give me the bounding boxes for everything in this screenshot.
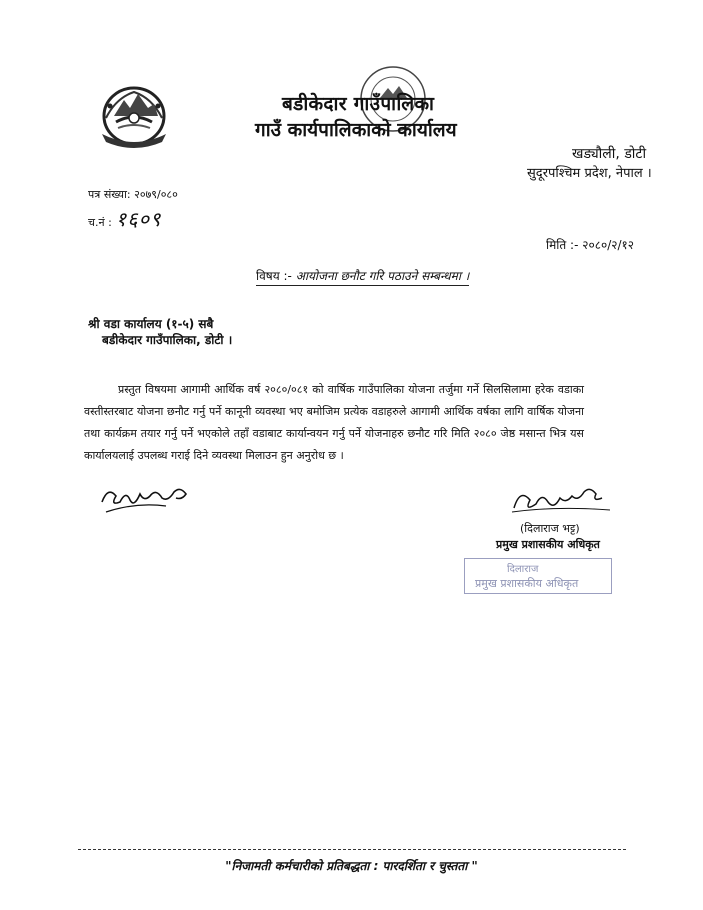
chalani-label: च.नं : bbox=[88, 216, 112, 229]
signatory-title: प्रमुख प्रशासकीय अधिकृत bbox=[496, 538, 600, 551]
patra-sankhya bbox=[88, 187, 178, 202]
date-value: २०८०/२/१२ bbox=[582, 238, 635, 252]
addressee-line2: बडीकेदार गाउँपालिका, डोटी । bbox=[102, 333, 233, 347]
subject-text: आयोजना छनौट गरि पठाउने सम्बन्धमा । bbox=[295, 269, 470, 283]
patra-value: २०७९/०८० bbox=[134, 188, 178, 201]
footer-divider bbox=[78, 849, 626, 850]
subject-label: विषय :- bbox=[256, 269, 292, 283]
left-signature bbox=[96, 472, 196, 522]
chalani-value: १६०९ bbox=[115, 207, 162, 231]
address-line2: सुदूरपश्चिम प्रदेश, नेपाल । bbox=[527, 166, 652, 181]
stamp-line1: दिलाराज bbox=[507, 564, 539, 575]
signatory-name: (दिलाराज भट्ट) bbox=[520, 522, 580, 535]
stamp-line2: प्रमुख प्रशासकीय अधिकृत bbox=[475, 577, 579, 590]
patra-label: पत्र संख्या: bbox=[88, 188, 131, 201]
letter-body: प्रस्तुत विषयमा आगामी आर्थिक वर्ष २०८०/०८१ को वार्षिक गाउँपालिका योजना तर्जुमा गर्ने सिलसिलामा हरेक वडाका वस्तीस्तरबाट योजना छनौट गर्नु पर्ने कानूनी व्यवस्था भए बमोजिम प्रत्येक वडाहरुले आगामी आर्थिक वर्षका लागि वार्षिक योजना तथा कार्यक्रम तयार गर्नु पर्ने भएकोले तहाँ वडाबाट कार्यान्वयन गर्नु पर्ने योजनाहरु छनौट गरि मिति २०८० जेष्ठ मसान्त भित्र यस कार्यालयलाई उपलब्ध गराई दिने व्यवस्था मिलाउन हुन अनुरोध छ । bbox=[84, 383, 584, 462]
designation-stamp bbox=[464, 558, 612, 594]
letter-date bbox=[546, 236, 634, 253]
nepal-emblem-logo bbox=[96, 78, 172, 150]
address-line1: खड्यौली, डोटी bbox=[572, 146, 647, 162]
chalani-number bbox=[88, 205, 161, 232]
org-name-line2: गाउँ कार्यपालिकाको कार्यालय bbox=[255, 119, 457, 141]
addressee-line1: श्री वडा कार्यालय (१-५) सबै bbox=[88, 317, 214, 331]
org-name-line1: बडीकेदार गाउँपालिका bbox=[282, 93, 435, 115]
footer-motto: "निजामती कर्मचारीको प्रतिबद्धता : पारदर्शिता र चुस्तता " bbox=[225, 859, 478, 873]
date-label: मिति :- bbox=[546, 238, 579, 252]
subject-line bbox=[256, 267, 469, 286]
officer-signature bbox=[506, 478, 616, 520]
